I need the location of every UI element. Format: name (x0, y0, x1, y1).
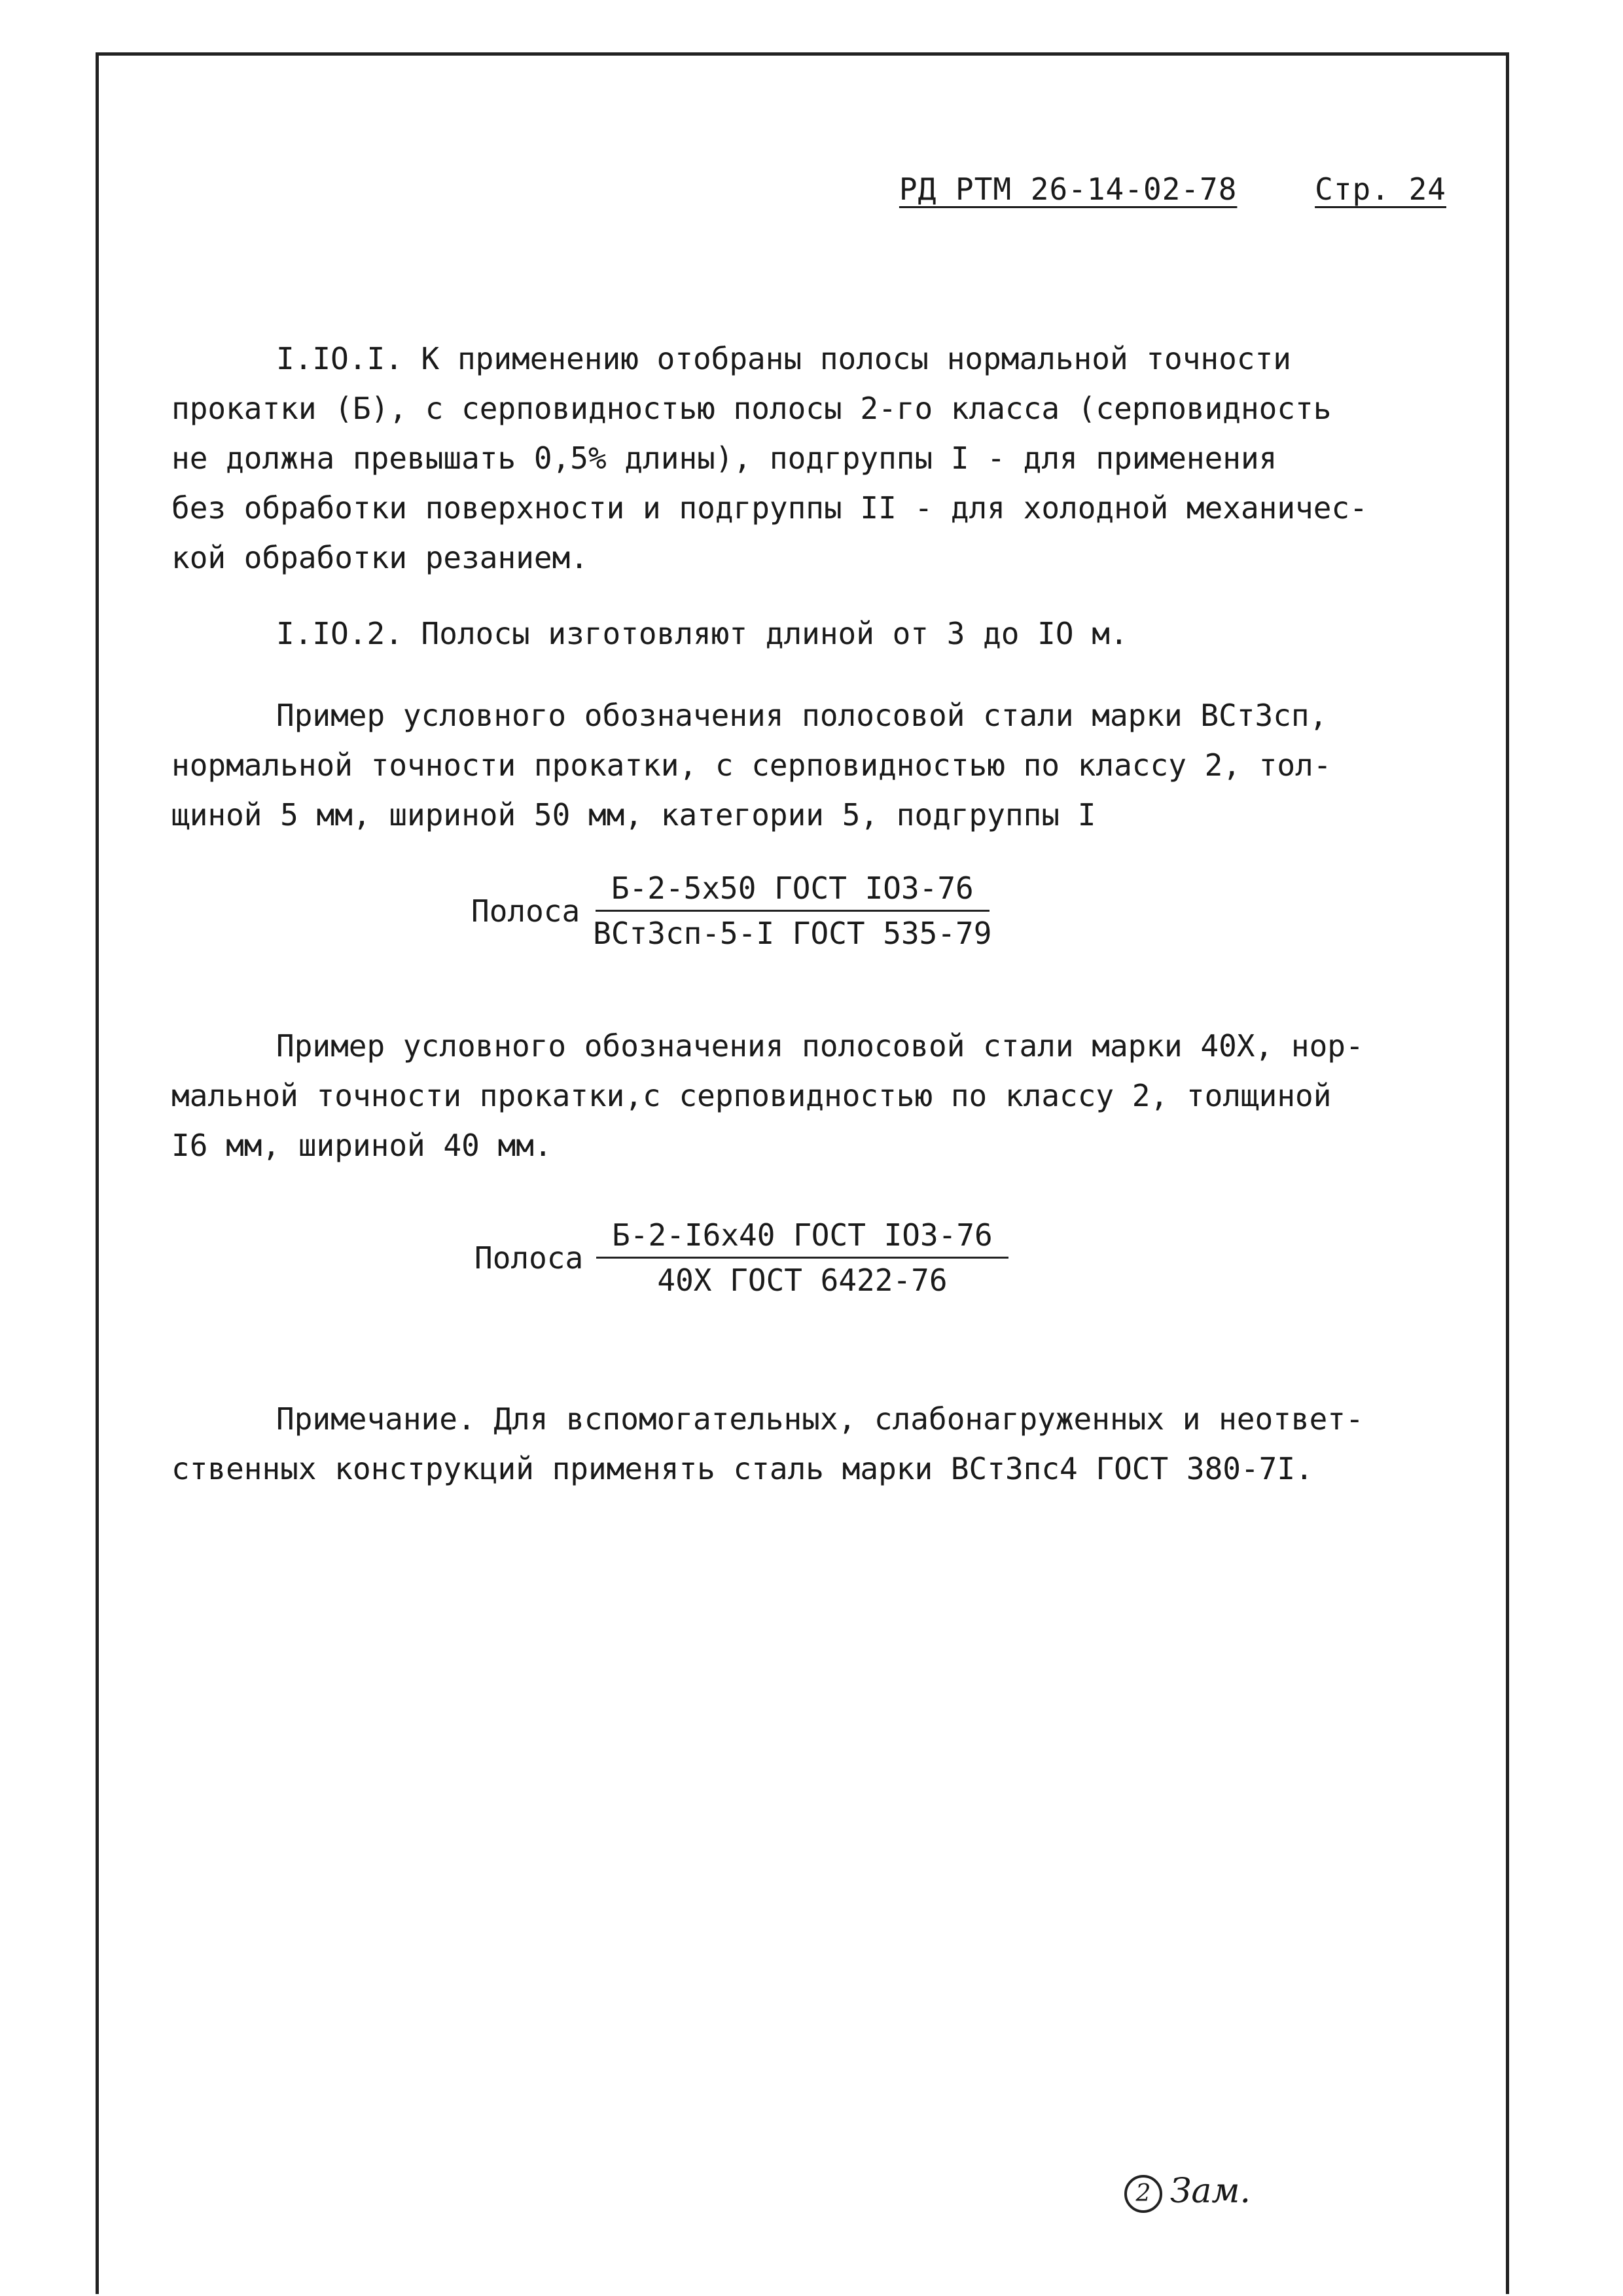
text-line: без обработки поверхности и подгруппы II - для холодной механичес- (171, 490, 1368, 526)
paragraph-1-10-1 (171, 334, 1480, 583)
formula-denominator: ВСт3сп-5-I ГОСТ 535-79 (593, 916, 992, 951)
text-line: кой обработки резанием. (171, 540, 588, 575)
text-line: Пример условного обозначения полосовой стали марки 40Х, нор- (276, 1028, 1364, 1064)
page-header (899, 171, 1446, 207)
formula-numerator: Б-2-I6х40 ГОСТ IO3-76 (596, 1217, 1008, 1259)
text-line: мальной точности прокатки,с серповидностью по классу 2, толщиной (171, 1078, 1332, 1113)
text-line: I.IO.I. К применению отобраны полосы нормальной точности (276, 341, 1291, 376)
formula-denominator: 40Х ГОСТ 6422-76 (657, 1263, 948, 1298)
paragraph-example-2 (171, 1021, 1480, 1170)
note-paragraph (171, 1394, 1480, 1494)
text-line: Пример условного обозначения полосовой стали марки ВСт3сп, (276, 698, 1328, 733)
document-code: РД РТМ 26-14-02-78 (899, 171, 1238, 207)
text-line: прокатки (Б), с серповидностью полосы 2-го класса (серповидность (171, 391, 1332, 426)
designation-formula-2 (474, 1217, 1008, 1298)
text-line: I6 мм, шириной 40 мм. (171, 1128, 552, 1163)
formula-numerator: Б-2-5х50 ГОСТ IO3-76 (596, 870, 990, 912)
formula-label: Полоса (471, 893, 580, 929)
circled-number: 2 (1124, 2175, 1162, 2213)
formula-fraction (593, 870, 991, 951)
text-line: щиной 5 мм, шириной 50 мм, категории 5, подгруппы I (171, 797, 1096, 833)
handwritten-text: Зам. (1170, 2172, 1251, 2211)
text-line: ственных конструкций применять сталь марки ВСт3пс4 ГОСТ 380-7I. (171, 1451, 1313, 1486)
text-line: не должна превышать 0,5% длины), подгруппы I - для применения (171, 440, 1277, 476)
formula-label: Полоса (474, 1240, 584, 1276)
text-line: I.IO.2. Полосы изготовляют длиной от 3 до IO м. (276, 616, 1128, 651)
designation-formula-1 (471, 870, 991, 951)
text-line: нормальной точности прокатки, с серповидностью по классу 2, тол- (171, 747, 1332, 783)
paragraph-1-10-2 (171, 609, 1480, 658)
formula-fraction (596, 1217, 1008, 1298)
paragraph-example-1 (171, 691, 1480, 840)
page-number: Стр. 24 (1315, 171, 1446, 207)
handwritten-revision-mark (1124, 2172, 1251, 2213)
text-line: Примечание. Для вспомогательных, слабонагруженных и неответ- (276, 1401, 1364, 1437)
